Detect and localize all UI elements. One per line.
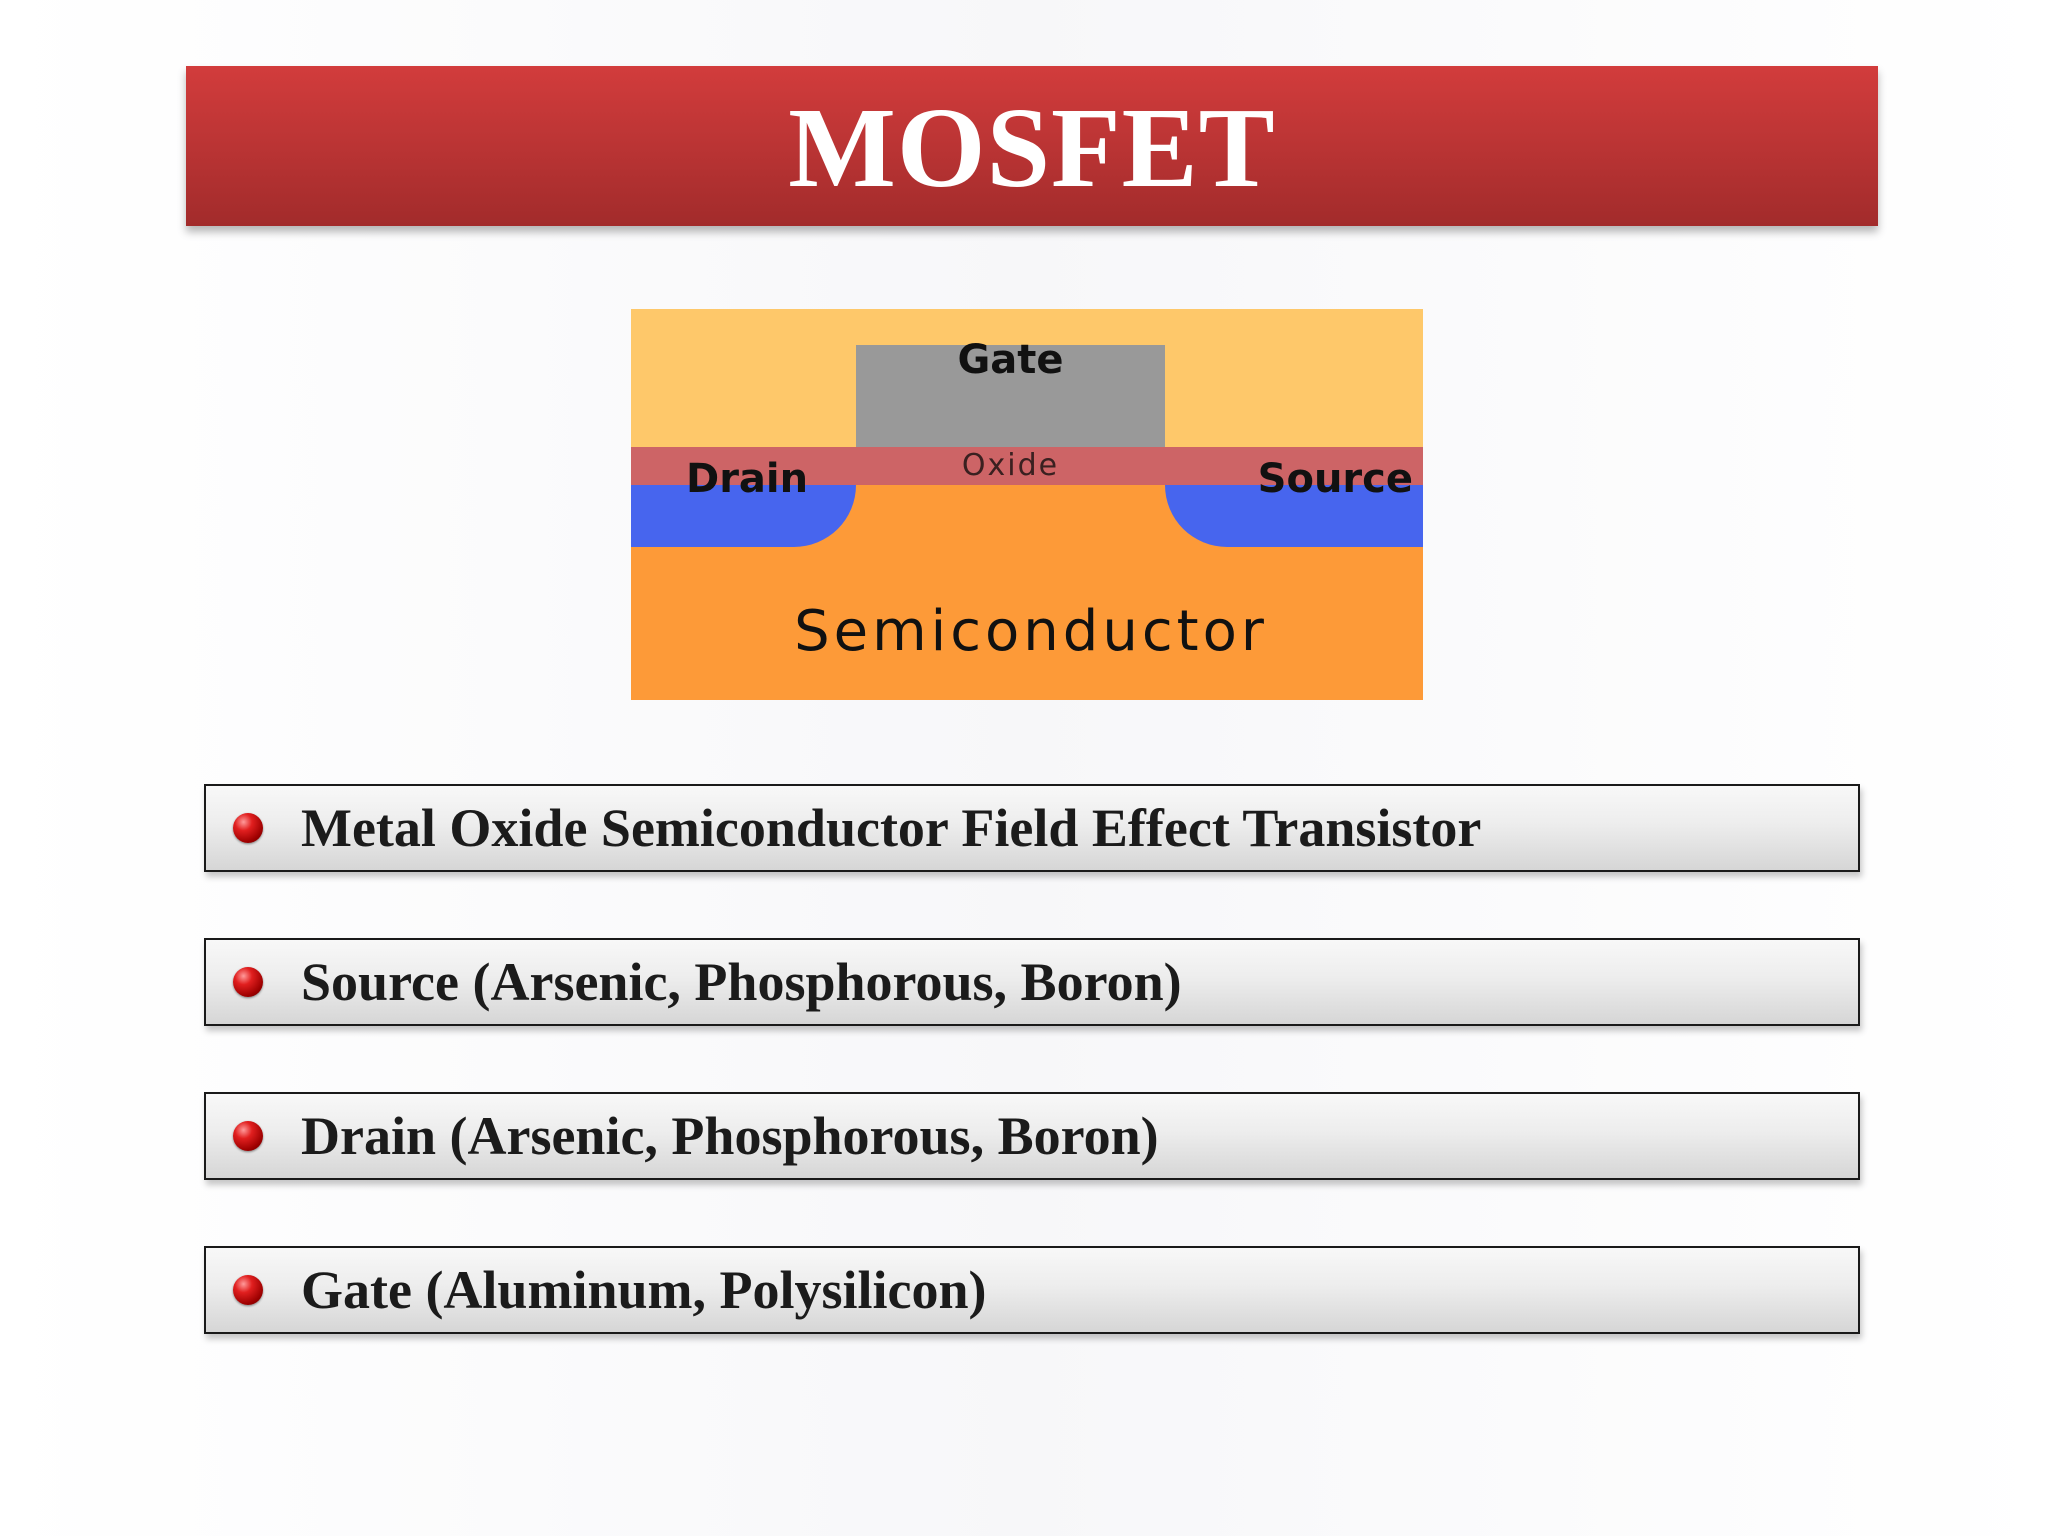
- semiconductor-label: Semiconductor: [794, 599, 1268, 664]
- title-bar: [186, 66, 1878, 226]
- oxide-label: Oxide: [961, 448, 1060, 483]
- bullet-marker-icon: [233, 1275, 263, 1305]
- source-label: Source: [1257, 456, 1413, 502]
- bullet-text: Metal Oxide Semiconductor Field Effect Transistor: [301, 798, 1482, 858]
- bullet-item-drain: [204, 1092, 1860, 1180]
- bullet-item-definition: [204, 784, 1860, 872]
- bullet-text: Drain (Arsenic, Phosphorous, Boron): [301, 1106, 1159, 1166]
- slide-title: MOSFET: [788, 84, 1276, 211]
- bullet-item-source: [204, 938, 1860, 1026]
- bullet-marker-icon: [233, 967, 263, 997]
- bullet-text: Gate (Aluminum, Polysilicon): [301, 1260, 987, 1320]
- gate-label: Gate: [957, 337, 1064, 383]
- bullet-text: Source (Arsenic, Phosphorous, Boron): [301, 952, 1182, 1012]
- mosfet-diagram: [631, 309, 1423, 700]
- bullet-marker-icon: [233, 1121, 263, 1151]
- bullet-marker-icon: [233, 813, 263, 843]
- drain-label: Drain: [686, 456, 809, 502]
- bullet-item-gate: [204, 1246, 1860, 1334]
